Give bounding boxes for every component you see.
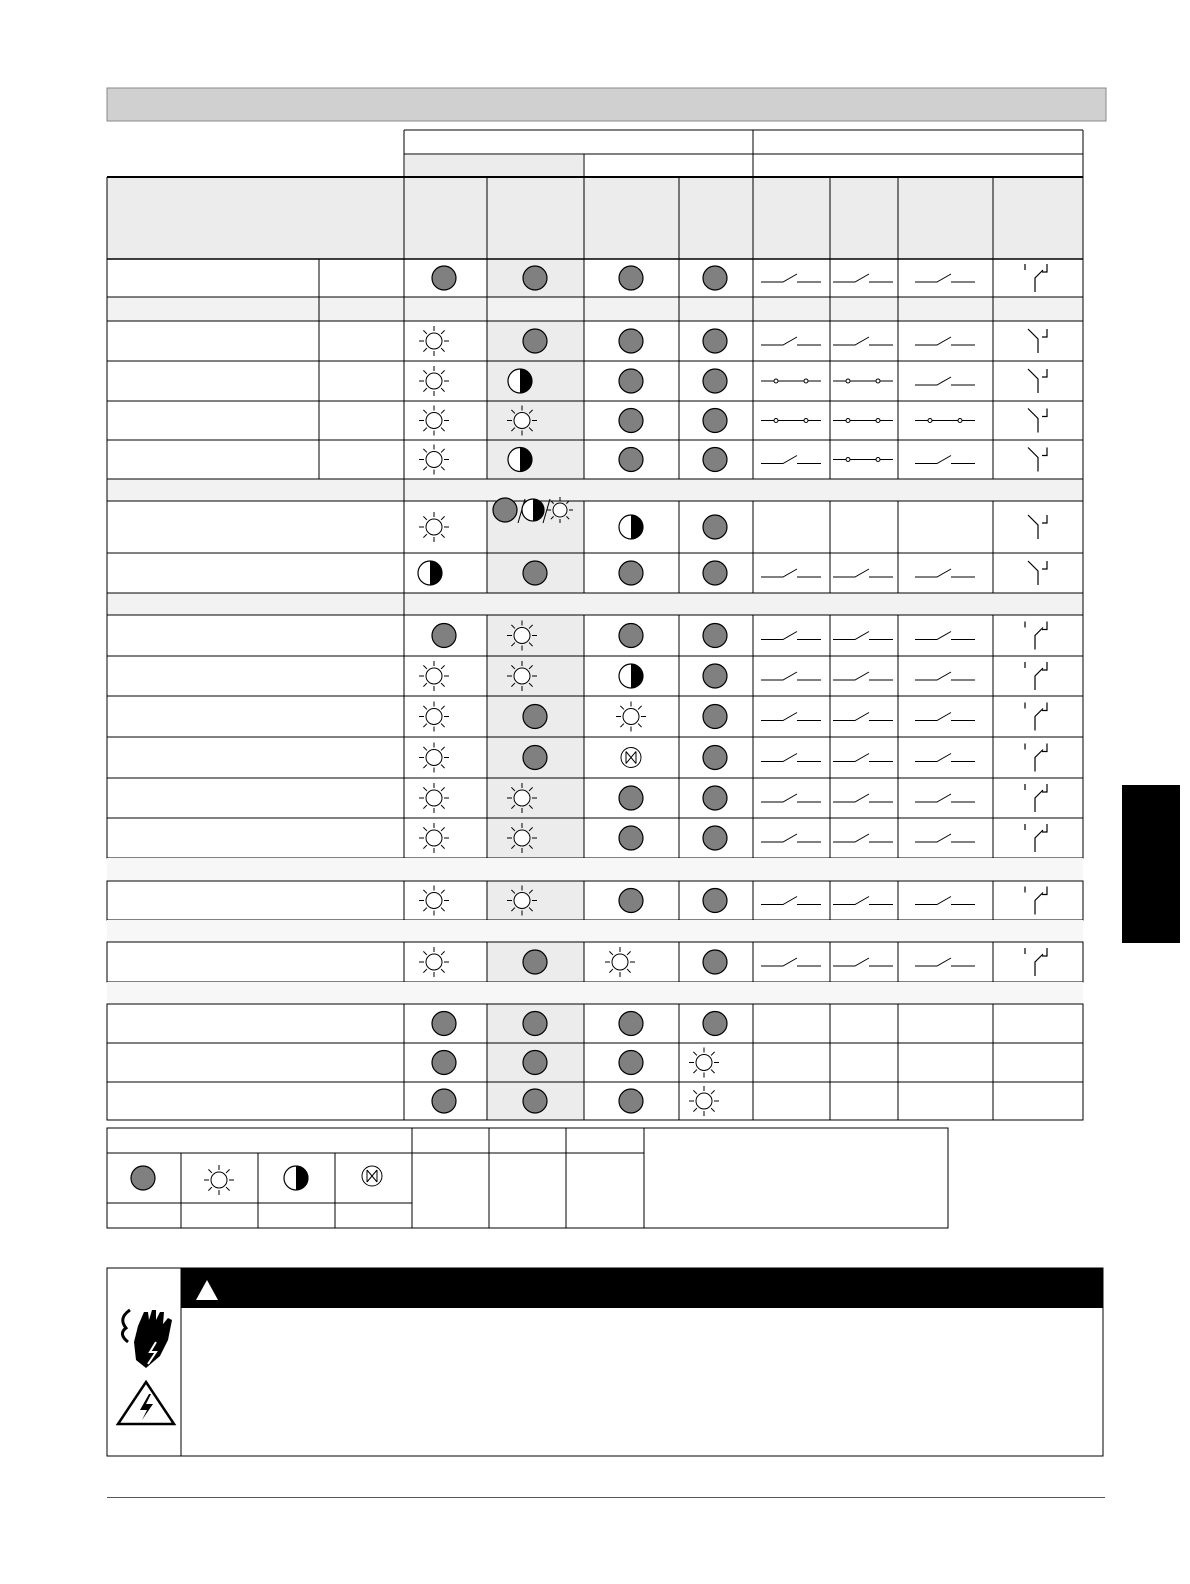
led-on-icon bbox=[419, 406, 449, 436]
relay-energized-icon bbox=[1025, 887, 1047, 915]
contact-open-icon bbox=[833, 897, 893, 905]
high-voltage-triangle-icon bbox=[118, 1382, 174, 1424]
contact-open-icon bbox=[915, 377, 975, 385]
led-off-icon bbox=[703, 329, 727, 353]
contact-open-icon bbox=[915, 897, 975, 905]
led-off-icon bbox=[619, 266, 643, 290]
led-on-icon bbox=[616, 702, 646, 732]
section-title-row bbox=[107, 858, 1083, 881]
led-off-icon bbox=[703, 889, 727, 913]
contact-open-icon bbox=[915, 713, 975, 721]
header-bar bbox=[107, 88, 1106, 121]
contact-open-icon bbox=[915, 834, 975, 842]
led-on-icon bbox=[204, 1165, 234, 1195]
relay-deenergized-icon bbox=[1028, 515, 1047, 539]
contact-open-icon bbox=[761, 754, 821, 762]
contact-open-icon bbox=[761, 569, 821, 577]
led-off-icon bbox=[523, 746, 547, 770]
relay-deenergized-icon bbox=[1028, 329, 1047, 353]
led-off-icon bbox=[619, 369, 643, 393]
contact-open-icon bbox=[915, 274, 975, 282]
warning-title-bar bbox=[181, 1268, 1103, 1308]
status-table bbox=[107, 259, 1083, 1120]
led-on-icon bbox=[419, 743, 449, 773]
legend bbox=[107, 1128, 948, 1228]
section-title-row bbox=[107, 479, 1083, 501]
led-on-icon bbox=[419, 947, 449, 977]
contact-open-icon bbox=[833, 569, 893, 577]
contact-open-icon bbox=[833, 794, 893, 802]
relay-energized-icon bbox=[1025, 824, 1047, 852]
led-on-icon bbox=[507, 783, 537, 813]
contact-open-icon bbox=[915, 456, 975, 464]
led-off-icon bbox=[619, 448, 643, 472]
contact-open-icon bbox=[761, 456, 821, 464]
led-off-icon bbox=[703, 826, 727, 850]
contact-open-icon bbox=[833, 754, 893, 762]
led-off-icon bbox=[432, 266, 456, 290]
table-row bbox=[107, 1043, 1083, 1082]
relay-energized-icon bbox=[1025, 264, 1047, 292]
footer-rule bbox=[107, 1497, 1105, 1498]
relay-deenergized-icon bbox=[1028, 448, 1047, 472]
contact-open-icon bbox=[833, 834, 893, 842]
led-flash-icon bbox=[508, 448, 532, 472]
contact-open-icon bbox=[761, 794, 821, 802]
table-row bbox=[107, 401, 1083, 440]
led-off-icon bbox=[131, 1166, 155, 1190]
relay-energized-icon bbox=[1025, 662, 1047, 690]
led-off-icon bbox=[432, 1089, 456, 1113]
led-on-icon bbox=[507, 886, 537, 916]
relay-deenergized-icon bbox=[1028, 561, 1047, 585]
contact-open-icon bbox=[915, 569, 975, 577]
section-title-row bbox=[107, 982, 1083, 1004]
relay-deenergized-icon bbox=[1028, 409, 1047, 433]
led-on-icon bbox=[507, 661, 537, 691]
relay-energized-icon bbox=[1025, 744, 1047, 772]
led-off-icon bbox=[619, 786, 643, 810]
table-row bbox=[107, 440, 1083, 479]
led-off-icon bbox=[523, 266, 547, 290]
contact-open-icon bbox=[833, 713, 893, 721]
contact-open-icon bbox=[761, 958, 821, 966]
led-on-icon bbox=[419, 445, 449, 475]
contact-open-icon bbox=[833, 632, 893, 640]
table-row bbox=[107, 656, 1083, 696]
contact-open-icon bbox=[915, 672, 975, 680]
led-off-icon bbox=[703, 664, 727, 688]
led-off-icon bbox=[523, 950, 547, 974]
section-tab bbox=[1122, 785, 1180, 943]
led-on-icon bbox=[419, 512, 449, 542]
led-off-icon bbox=[432, 1012, 456, 1036]
led-off-icon bbox=[432, 624, 456, 648]
contact-closed-icon bbox=[833, 458, 893, 462]
contact-open-icon bbox=[833, 274, 893, 282]
led-off-icon bbox=[619, 1051, 643, 1075]
led-on-icon bbox=[507, 406, 537, 436]
led-off-icon bbox=[619, 409, 643, 433]
led-on-icon bbox=[419, 702, 449, 732]
led-off-icon bbox=[703, 746, 727, 770]
table-row bbox=[107, 778, 1083, 818]
led-off-icon bbox=[619, 1089, 643, 1113]
led-off-icon bbox=[523, 329, 547, 353]
led-off-icon bbox=[523, 1012, 547, 1036]
led-off-icon bbox=[619, 826, 643, 850]
led-on-icon bbox=[507, 823, 537, 853]
contact-closed-icon bbox=[915, 419, 975, 423]
contact-closed-icon bbox=[761, 379, 821, 383]
header-row-fill bbox=[107, 177, 1083, 259]
led-off-icon bbox=[523, 561, 547, 585]
table-row bbox=[107, 1082, 1083, 1120]
table-row bbox=[107, 259, 1083, 297]
led-on-icon bbox=[419, 326, 449, 356]
table-row bbox=[107, 553, 1083, 593]
led-flash-icon bbox=[508, 369, 532, 393]
warning-box bbox=[107, 1268, 1103, 1456]
contact-open-icon bbox=[761, 632, 821, 640]
led-off-icon bbox=[523, 1089, 547, 1113]
led-off-icon bbox=[619, 1012, 643, 1036]
led-flicker-icon bbox=[362, 1166, 382, 1186]
led-off-icon bbox=[703, 266, 727, 290]
contact-open-icon bbox=[761, 834, 821, 842]
contact-open-icon bbox=[761, 274, 821, 282]
led-off-icon bbox=[703, 561, 727, 585]
led-off-icon bbox=[619, 889, 643, 913]
contact-open-icon bbox=[915, 337, 975, 345]
led-flash-icon bbox=[284, 1166, 308, 1190]
led-on-icon bbox=[419, 886, 449, 916]
relay-energized-icon bbox=[1025, 622, 1047, 650]
led-on-icon bbox=[419, 366, 449, 396]
led-on-icon bbox=[419, 783, 449, 813]
contact-open-icon bbox=[761, 337, 821, 345]
led-off-icon bbox=[619, 624, 643, 648]
table-row bbox=[107, 696, 1083, 737]
led-off-icon bbox=[703, 515, 727, 539]
section-title-row bbox=[107, 920, 1083, 942]
led-off-icon bbox=[523, 705, 547, 729]
section-title-row bbox=[107, 593, 1083, 615]
table-row bbox=[107, 361, 1083, 401]
contact-open-icon bbox=[761, 897, 821, 905]
contact-open-icon bbox=[761, 672, 821, 680]
contact-open-icon bbox=[915, 794, 975, 802]
electric-shock-hand-icon bbox=[122, 1310, 172, 1368]
contact-open-icon bbox=[833, 337, 893, 345]
contact-open-icon bbox=[833, 672, 893, 680]
led-flash-icon bbox=[619, 515, 643, 539]
led-off-icon bbox=[619, 561, 643, 585]
table-row bbox=[107, 615, 1083, 656]
led-on-icon bbox=[689, 1086, 719, 1116]
table-row bbox=[107, 1004, 1083, 1043]
contact-open-icon bbox=[761, 713, 821, 721]
led-off-icon bbox=[703, 409, 727, 433]
led-off-icon bbox=[523, 1051, 547, 1075]
contact-closed-icon bbox=[833, 379, 893, 383]
table-row bbox=[107, 497, 1083, 553]
led-off-icon bbox=[619, 329, 643, 353]
led-off-icon bbox=[703, 369, 727, 393]
led-on-icon bbox=[605, 947, 635, 977]
contact-closed-icon bbox=[761, 419, 821, 423]
led-on-icon bbox=[507, 621, 537, 651]
relay-deenergized-icon bbox=[1028, 369, 1047, 393]
led-off-icon bbox=[703, 950, 727, 974]
contact-open-icon bbox=[915, 958, 975, 966]
led-off-icon bbox=[432, 1051, 456, 1075]
section-title-row bbox=[107, 297, 1083, 321]
led-flicker-icon bbox=[621, 748, 641, 768]
led-off-icon bbox=[703, 624, 727, 648]
led-off-icon bbox=[703, 705, 727, 729]
table-row bbox=[107, 737, 1083, 778]
relay-energized-icon bbox=[1025, 703, 1047, 731]
table-row bbox=[107, 942, 1083, 982]
led-on-icon bbox=[419, 661, 449, 691]
led-off-icon bbox=[703, 1012, 727, 1036]
led-flash-icon bbox=[619, 664, 643, 688]
led-off-icon bbox=[703, 448, 727, 472]
contact-open-icon bbox=[915, 754, 975, 762]
column-headers bbox=[404, 130, 1083, 177]
relay-energized-icon bbox=[1025, 948, 1047, 976]
contact-open-icon bbox=[915, 632, 975, 640]
table-row bbox=[107, 881, 1083, 920]
led-on-icon bbox=[689, 1048, 719, 1078]
led-flash-icon bbox=[418, 561, 442, 585]
table-row bbox=[107, 321, 1083, 361]
led-on-icon bbox=[419, 823, 449, 853]
table-row bbox=[107, 818, 1083, 858]
relay-energized-icon bbox=[1025, 784, 1047, 812]
contact-open-icon bbox=[833, 958, 893, 966]
contact-closed-icon bbox=[833, 419, 893, 423]
led-off-icon bbox=[703, 786, 727, 810]
